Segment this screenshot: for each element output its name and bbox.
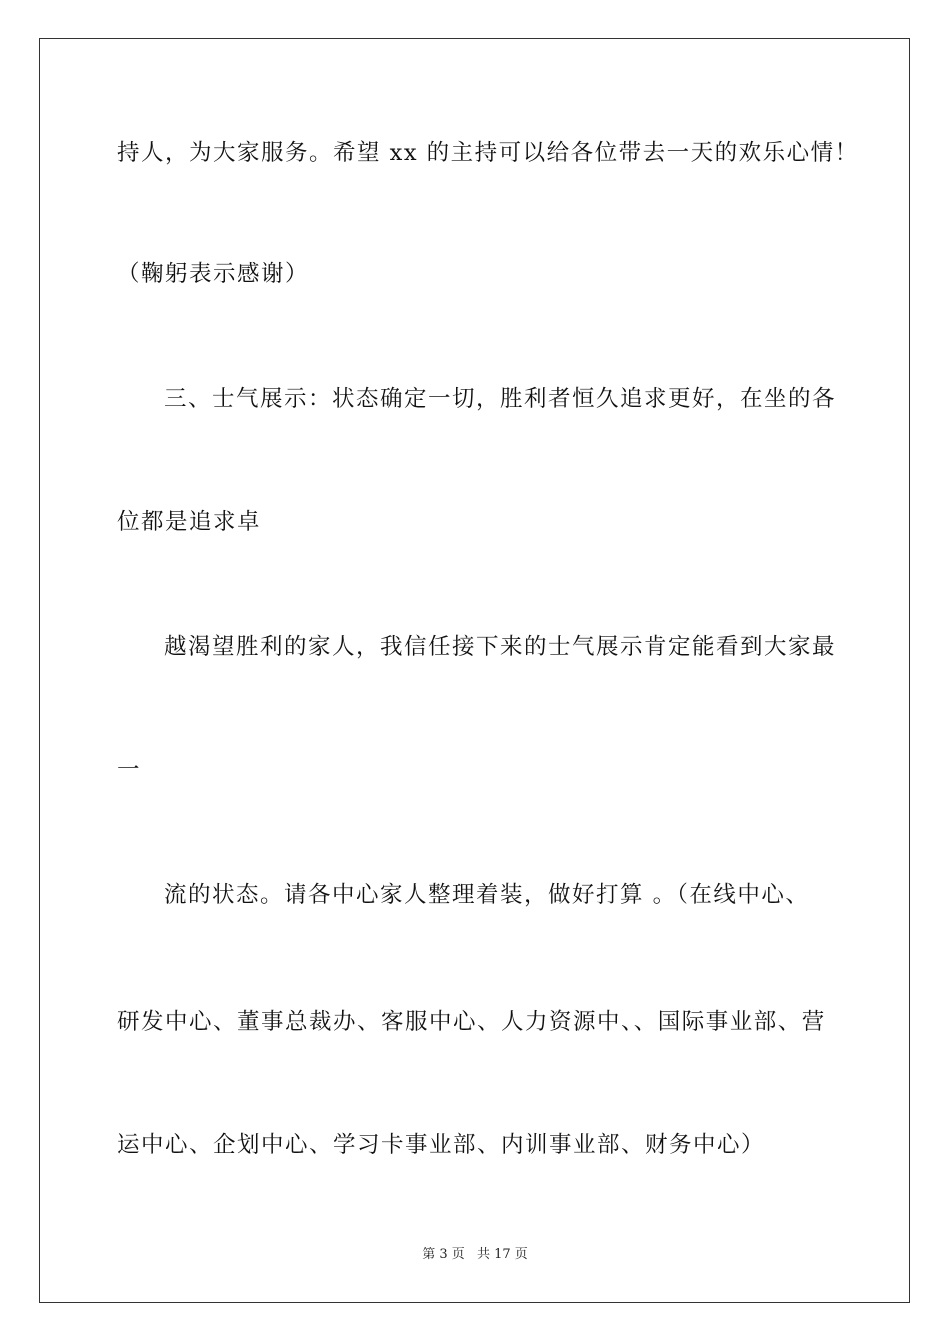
page-border (39, 38, 910, 1303)
page-total: 共 17 页 (476, 1247, 528, 1262)
text-line: 持人，为大家服务。希望 xx 的主持可以给各位带去一天的欢乐心情！ (117, 140, 859, 166)
page-number: 第 3 页 (422, 1247, 465, 1262)
text-line: 位都是追求卓 (117, 509, 262, 535)
text-line: （鞠躬表示感谢） (117, 261, 310, 287)
text-line: 流的状态。请各中心家人整理着装，做好打算 。（在线中心、 (164, 882, 810, 908)
text-line: 运中心、企划中心、学习卡事业部、内训事业部、财务中心） (117, 1132, 766, 1158)
text-line: 一 (117, 757, 142, 783)
text-line: 研发中心、董事总裁办、客服中心、人力资源中、、国际事业部、营 (117, 1009, 826, 1035)
text-line: 越渴望胜利的家人，我信任接下来的士气展示肯定能看到大家最 (164, 634, 837, 660)
page-footer (0, 1245, 950, 1265)
text-line: 三、士气展示：状态确定一切，胜利者恒久追求更好，在坐的各 (164, 386, 837, 412)
